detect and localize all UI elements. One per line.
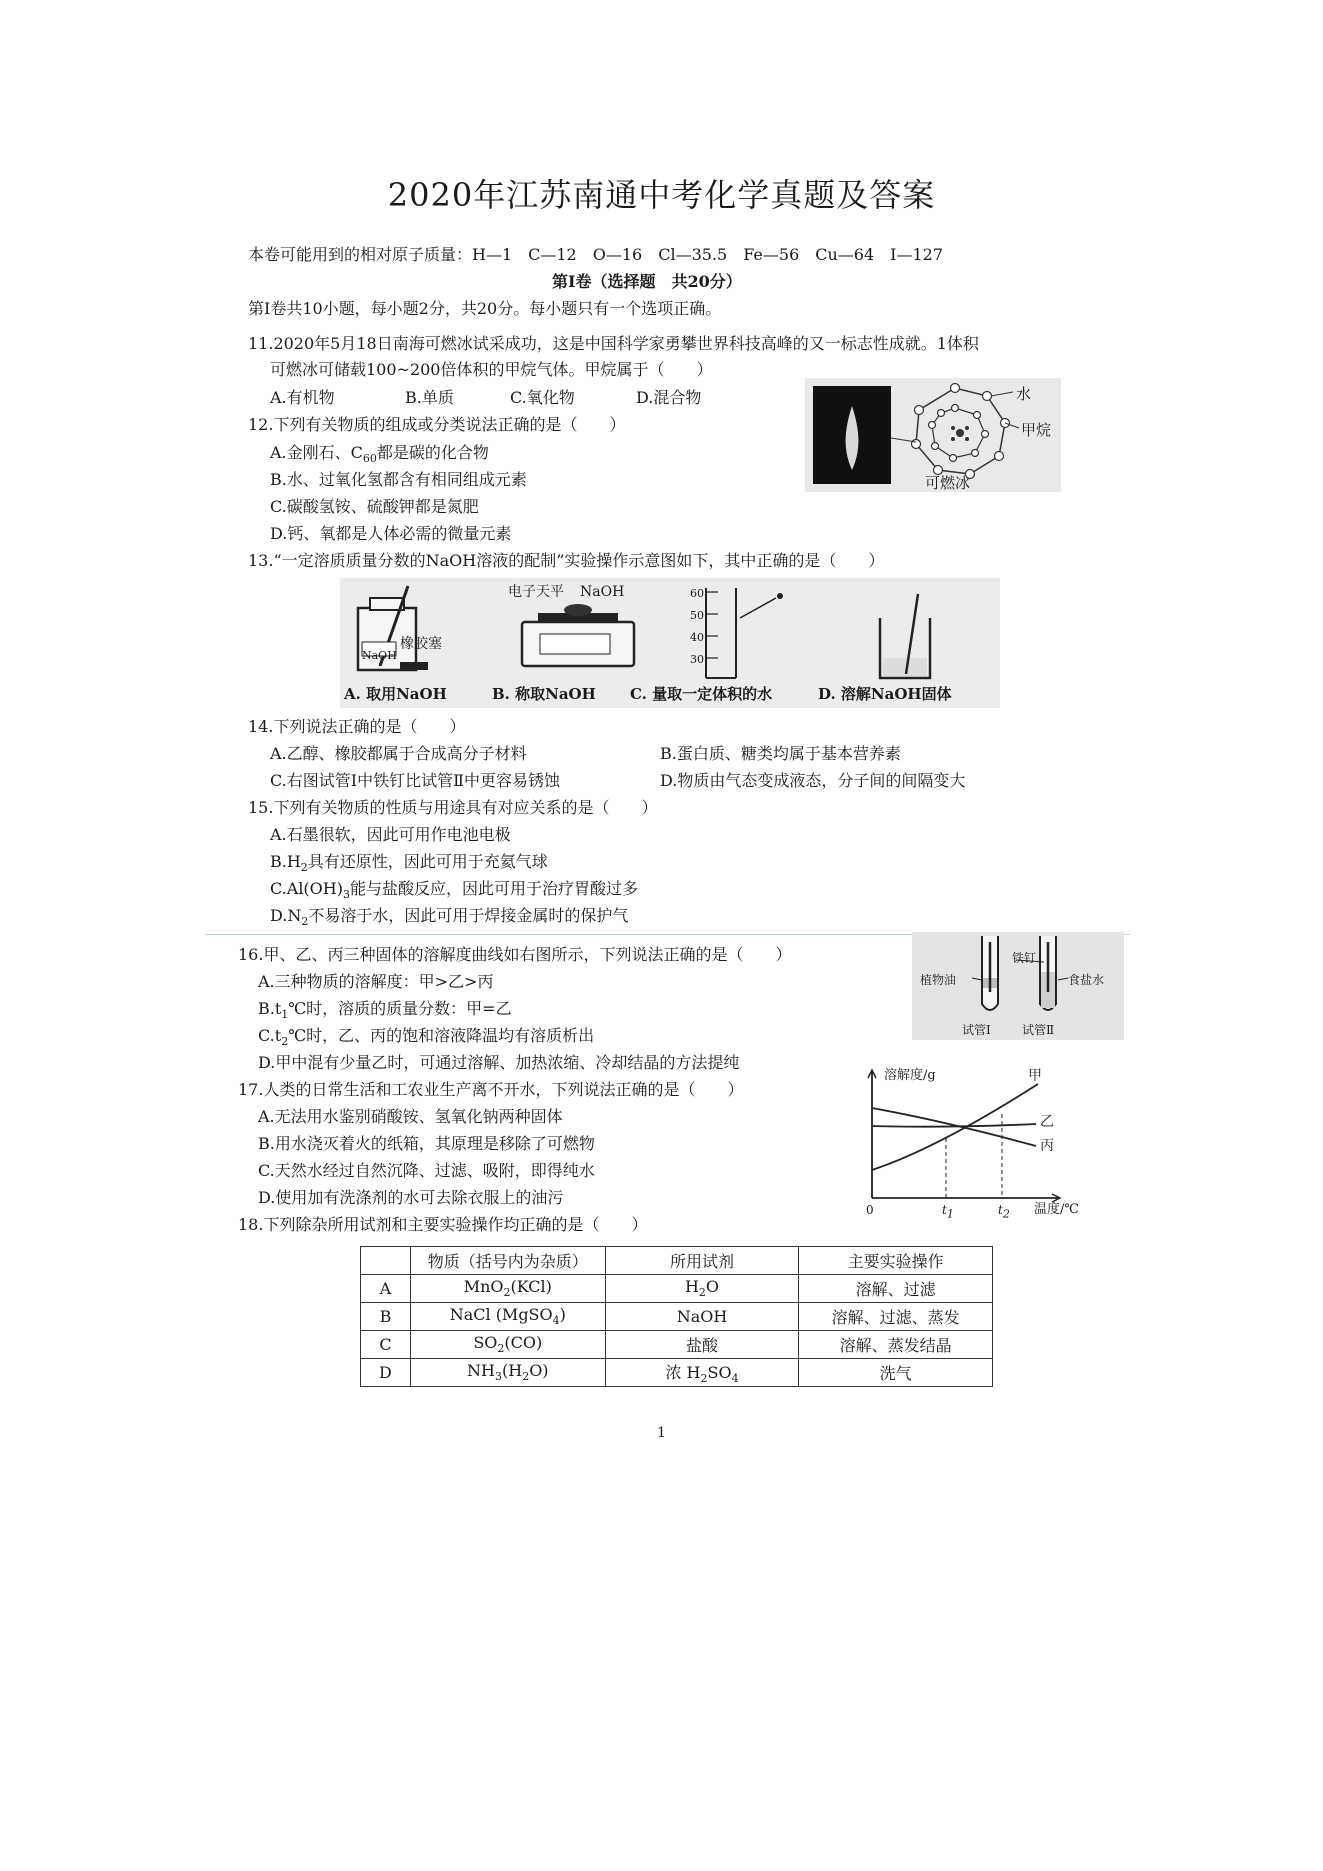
question-13-stem: 13.“一定溶质质量分数的NaOH溶液的配制”实验操作示意图如下，其中正确的是（ ）: [248, 551, 885, 570]
q11-option-d: D.混合物: [636, 388, 702, 407]
q16-option-c: $C.t_2℃$时，乙、丙的饱和溶液降温均有溶质析出: [258, 1026, 595, 1049]
q11-option-b: B.单质: [405, 388, 454, 407]
caption-d: D. 溶解NaOH固体: [818, 685, 952, 703]
q15-option-a: A.石墨很软，因此可用作电池电极: [270, 825, 511, 844]
question-14-stem: 14.下列说法正确的是（ ）: [248, 717, 466, 736]
label-water: 水: [1016, 385, 1032, 403]
header-cell: [361, 1247, 411, 1275]
page-title: 2020年江苏南通中考化学真题及答案: [387, 176, 936, 214]
q12-option-d: D.钙、氧都是人体必需的微量元素: [270, 524, 512, 543]
q16-option-b: $B.t_1℃$时，溶质的质量分数：甲=乙: [258, 999, 512, 1022]
table-cell: NaOH: [605, 1303, 799, 1331]
label-vegetable-oil: 植物油: [920, 973, 957, 987]
origin-label: 0: [866, 1203, 874, 1217]
tick-60: 60: [690, 587, 704, 600]
question-16-stem: 16.甲、乙、丙三种固体的溶解度曲线如右图所示，下列说法正确的是（ ）: [238, 945, 792, 964]
question-11-stem: 11.2020年5月18日南海可燃冰试采成功，这是中国科学家勇攀世界科技高峰的又一标志性成就。1体积: [248, 334, 979, 353]
naoh-lab-figure: [340, 578, 1000, 708]
table-cell: D: [361, 1359, 411, 1387]
q14-option-b: B.蛋白质、糖类均属于基本营养素: [660, 744, 901, 763]
header-cell: 所用试剂: [605, 1247, 799, 1275]
table-row: [361, 1275, 993, 1303]
iron-nail-tubes-figure: [912, 932, 1124, 1040]
q16-option-d: D.甲中混有少量乙时，可通过溶解、加热浓缩、冷却结晶的方法提纯: [258, 1053, 740, 1072]
q17-option-d: D.使用加有洗涤剂的水可去除衣服上的油污: [258, 1188, 564, 1207]
q11-option-c: C.氧化物: [510, 388, 575, 407]
q12-option-b: B.水、过氧化氢都含有相同组成元素: [270, 470, 527, 489]
q12-option-a: A.金刚石、$C_{60}$都是碳的化合物: [270, 443, 489, 466]
table-cell: 溶解、蒸发结晶: [799, 1331, 993, 1359]
solubility-curve-figure: [858, 1062, 1108, 1220]
q17-option-c: C.天然水经过自然沉降、过滤、吸附，即得纯水: [258, 1161, 595, 1180]
curve-jia-label: 甲: [1028, 1068, 1042, 1084]
table-cell: MnO$_2$(KCl): [410, 1275, 605, 1303]
caption-a: A. 取用NaOH: [344, 685, 447, 703]
label-rubber-stopper: 橡胶塞: [400, 636, 442, 652]
label-naoh-balance: NaOH: [580, 584, 625, 600]
table-cell: 盐酸: [605, 1331, 799, 1359]
tick-40: 40: [690, 631, 704, 644]
label-brine: 食盐水: [1068, 973, 1105, 987]
table-header-row: [361, 1247, 993, 1275]
combustible-ice-caption: 可燃冰: [925, 474, 971, 492]
q15-option-d: $D.N_2$不易溶于水，因此可用于焊接金属时的保护气: [270, 906, 629, 929]
table-row: [361, 1359, 993, 1387]
table-cell: 溶解、过滤、蒸发: [799, 1303, 993, 1331]
q14-option-c: C.右图试管Ⅰ中铁钉比试管Ⅱ中更容易锈蚀: [270, 771, 560, 790]
caption-b: B. 称取NaOH: [492, 685, 596, 703]
question-15-stem: 15.下列有关物质的性质与用途具有对应关系的是（ ）: [248, 798, 658, 817]
x-axis-label: 温度/℃: [1034, 1202, 1079, 1217]
question-18-stem: 18.下列除杂所用试剂和主要实验操作均正确的是（ ）: [238, 1215, 648, 1234]
question-11-stem-line2: 可燃冰可储载100~200倍体积的甲烷气体。甲烷属于（ ）: [270, 360, 713, 379]
table-cell: B: [361, 1303, 411, 1331]
q14-option-a: A.乙醇、橡胶都属于合成高分子材料: [270, 744, 527, 763]
q14-option-d: D.物质由气态变成液态，分子间的间隔变大: [660, 771, 966, 790]
label-methane: 甲烷: [1021, 421, 1052, 439]
q11-option-a: A.有机物: [270, 388, 335, 407]
caption-c: C. 量取一定体积的水: [630, 685, 773, 703]
q16-option-a: A.三种物质的溶解度：甲>乙>丙: [258, 972, 494, 991]
table-cell: $H_2O$: [605, 1275, 799, 1303]
table-cell: $NH_3(H_2O)$: [410, 1359, 605, 1387]
table-cell: 溶解、过滤: [799, 1275, 993, 1303]
q15-option-c: $C.Al(OH)_3$能与盐酸反应，因此可用于治疗胃酸过多: [270, 879, 638, 902]
q17-option-b: B.用水浇灭着火的纸箱，其原理是移除了可燃物: [258, 1134, 595, 1153]
combustible-ice-figure: [805, 378, 1061, 492]
t1-label: $t_1$: [942, 1203, 954, 1221]
label-tube-1: 试管Ⅰ: [962, 1023, 991, 1037]
tick-50: 50: [690, 609, 704, 622]
y-axis-label: 溶解度/g: [884, 1068, 936, 1083]
section-description: 第Ⅰ卷共10小题，每小题2分，共20分。每小题只有一个选项正确。: [248, 299, 722, 318]
label-tube-2: 试管Ⅱ: [1022, 1023, 1055, 1037]
q17-option-a: A.无法用水鉴别硝酸铵、氢氧化钠两种固体: [258, 1107, 563, 1126]
q15-option-b: $B.H_2$具有还原性，因此可用于充氦气球: [270, 852, 548, 875]
question-17-stem: 17.人类的日常生活和工农业生产离不开水，下列说法正确的是（ ）: [238, 1080, 744, 1099]
atomic-masses: 本卷可能用到的相对原子质量：H—1 C—12 O—16 Cl—35.5 Fe—56 Cu—64 I—127: [248, 245, 944, 264]
page-number: 1: [657, 1425, 666, 1441]
table-cell: A: [361, 1275, 411, 1303]
header-cell: 主要实验操作: [799, 1247, 993, 1275]
label-electronic-balance: 电子天平: [508, 584, 564, 600]
section-title: 第Ⅰ卷（选择题 共20分）: [552, 272, 742, 291]
table-cell: 浓 $H_2SO_4$: [605, 1359, 799, 1387]
t2-label: $t_2$: [998, 1203, 1010, 1221]
question-12-stem: 12.下列有关物质的组成或分类说法正确的是（ ）: [248, 415, 626, 434]
q12-option-c: C.碳酸氢铵、硫酸钾都是氮肥: [270, 497, 479, 516]
label-iron-nail: 铁钉: [1012, 951, 1037, 965]
tick-30: 30: [690, 653, 704, 666]
table-cell: $SO_2(CO)$: [410, 1331, 605, 1359]
impurity-removal-table: [360, 1246, 993, 1387]
label-naoh-bottle: NaOH: [362, 649, 397, 662]
table-row: [361, 1303, 993, 1331]
table-cell: NaCl (MgSO$_4$): [410, 1303, 605, 1331]
table-cell: 洗气: [799, 1359, 993, 1387]
table-cell: C: [361, 1331, 411, 1359]
curve-yi-label: 乙: [1040, 1114, 1054, 1130]
table-row: [361, 1331, 993, 1359]
header-cell: 物质（括号内为杂质）: [410, 1247, 605, 1275]
curve-bing-label: 丙: [1040, 1138, 1054, 1154]
